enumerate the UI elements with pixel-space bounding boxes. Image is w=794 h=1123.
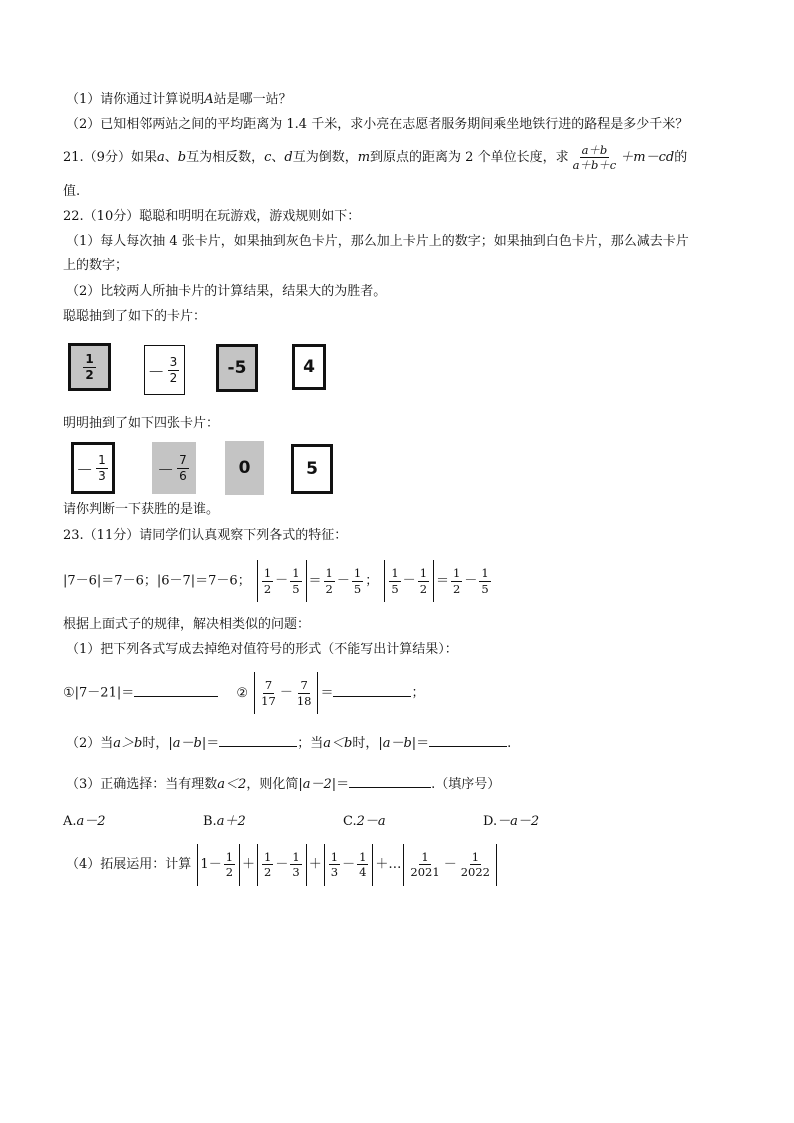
q23-abs-6: $\frac{1}{3}$ － $\frac{1}{4}$ <box>324 844 374 886</box>
q23-example-1: |7－6|＝7－6；|6－7|＝7－6； <box>63 573 251 589</box>
q23-p2-d: ；当 <box>297 736 324 751</box>
q23-p2-e: 时，| <box>352 736 383 751</box>
ming-card-4: 5 <box>291 444 333 494</box>
q21-line: 21.（9分）如果a、b互为相反数，c、d互为倒数，m到原点的距离为 2 个单位长度，求 $\frac{a+b}{a+b+c}$ ＋m－cd的 <box>63 142 688 172</box>
q23-option-c[interactable] <box>343 810 386 829</box>
q23-p2-b: 时，| <box>142 736 173 751</box>
q23-p2-a: （2）当 <box>66 736 114 751</box>
q23-rule-intro: 根据上面式子的规律，解决相类似的问题： <box>63 617 311 632</box>
q21-text-f: 到原点的距离为 2 个单位长度，求 <box>370 150 569 165</box>
ming-card-2 <box>152 442 196 494</box>
q23-p2-expr2: a－b <box>382 736 412 751</box>
q22-cong-intro: 聪聪抽到了如下的卡片： <box>63 309 207 324</box>
q23-option-b-expr: a＋2 <box>216 814 246 829</box>
cong-card-1-frac <box>83 353 95 381</box>
cong-card-1 <box>68 343 111 391</box>
cong-card-2-den: 2 <box>169 370 178 385</box>
q20-part1 <box>66 90 292 110</box>
q23-abs-7: $\frac{1}{2021}$ － $\frac{1}{2022}$ <box>403 844 497 886</box>
q23-option-b-label: B. <box>203 814 217 829</box>
q23-part1: （1）把下列各式写成去掉绝对值符号的形式（不能写出计算结果）： <box>66 642 458 657</box>
q23-p2-cond1: a＞b <box>113 736 143 751</box>
cong-card-1-num: 1 <box>85 351 94 366</box>
q21-expr-tail: ＋m－cd <box>620 150 675 165</box>
q23-option-d-expr: －a－2 <box>497 814 540 829</box>
ming-card-3: 0 <box>225 441 264 495</box>
q23-option-b[interactable] <box>203 810 246 829</box>
q21-text-d: 、 <box>271 150 285 165</box>
ming-card-1-frac <box>96 454 108 482</box>
cong-card-4: 4 <box>292 344 326 390</box>
q23-option-a-label: A. <box>63 814 77 829</box>
q23-blank-4[interactable] <box>429 746 507 747</box>
q23-p2-c: |＝ <box>201 736 220 751</box>
q21-text-e: 互为倒数， <box>292 150 358 165</box>
q23-p4-dots: ＋… <box>375 857 402 872</box>
q22-rule2: （2）比较两人所抽卡片的计算结果，结果大的为胜者。 <box>66 284 387 299</box>
q23-item1: ①|7－21|＝ <box>63 685 135 701</box>
q20-part2: （2）已知相邻两站之间的平均距离为 1.4 千米，求小亮在志愿者服务期间乘坐地铁行进的路程是多少千米？ <box>66 117 689 132</box>
q23-option-a-expr: a－2 <box>76 814 106 829</box>
q22-ming-intro: 明明抽到了如下四张卡片： <box>63 416 220 431</box>
cong-card-2 <box>144 345 185 395</box>
cong-card-2-sign: － <box>147 362 165 383</box>
q23-part1-items: ①|7－21|＝ ② $\frac{7}{17}$ － $\frac{7}{18}$ ＝ ； <box>63 672 425 714</box>
q21-frac-num: a＋b <box>581 142 608 157</box>
ming-card-1-num: 1 <box>98 452 106 467</box>
q23-abs-1: $\frac{1}{2}$ － $\frac{1}{5}$ <box>257 560 307 602</box>
q23-p3-cond: a＜2 <box>217 777 247 792</box>
q23-p3-a: （3）正确选择：当有理数 <box>66 777 218 792</box>
cong-card-2-frac <box>168 356 180 384</box>
q23-part4: （4）拓展运用：计算 1－ $\frac{1}{2}$ ＋ $\frac{1}{2}$ － $\frac{1}{3}$ ＋ $\frac{1}{3}$ － $\frac{1}{4}$ ＋… $\frac{1}{2021}$ － $\frac{1}{2022}$ <box>66 843 499 887</box>
q21-text-b: 、 <box>164 150 178 165</box>
q23-option-d-label: D. <box>483 814 498 829</box>
q23-p2-expr1: a－b <box>172 736 202 751</box>
q23-p3-d: .（填序号） <box>431 777 501 792</box>
q21-frac-den: a＋b＋c <box>572 158 617 172</box>
q20-var: A <box>204 92 214 107</box>
q23-p3-b: ，则化简| <box>246 777 303 792</box>
cong-card-3: -5 <box>216 344 258 392</box>
q23-p4-text: （4）拓展运用：计算 <box>66 857 192 872</box>
ming-card-2-num: 7 <box>179 452 187 467</box>
q23-p2-cond2: a＜b <box>323 736 353 751</box>
ming-card-2-den: 6 <box>179 468 187 483</box>
q23-p2-f: |＝ <box>411 736 430 751</box>
q23-p3-expr: a－2 <box>302 777 332 792</box>
q23-blank-3[interactable] <box>219 746 297 747</box>
cong-card-1-den: 2 <box>85 367 94 382</box>
q20-part1-end: 站是哪一站？ <box>213 92 292 107</box>
q22-rule1-cont: 上的数字； <box>63 258 129 273</box>
q22-heading: 22.（10分）聪聪和明明在玩游戏，游戏规则如下： <box>63 209 361 224</box>
q23-heading: 23.（11分）请同学们认真观察下列各式的特征： <box>63 528 348 543</box>
q23-part3 <box>66 775 500 795</box>
q21-text-g: 的 <box>674 150 688 165</box>
ming-card-2-frac <box>177 454 189 482</box>
cong-card-2-num: 3 <box>169 354 178 369</box>
q23-item2-mark: ② <box>236 685 249 701</box>
q23-abs-5: $\frac{1}{2}$ － $\frac{1}{3}$ <box>257 844 307 886</box>
q23-blank-1[interactable] <box>134 696 218 697</box>
q23-option-d[interactable] <box>483 810 539 829</box>
q23-abs-3: $\frac{7}{17}$ － $\frac{7}{18}$ <box>254 672 318 714</box>
ming-card-1-den: 3 <box>98 468 106 483</box>
q23-p3-c: |＝ <box>331 777 350 792</box>
ming-card-1 <box>71 442 115 494</box>
q23-option-c-expr: 2－a <box>356 814 386 829</box>
q21-tail: 值. <box>63 184 81 199</box>
q22-rule1: （1）每人每次抽 4 张卡片，如果抽到灰色卡片，那么加上卡片上的数字；如果抽到白色卡片，那么减去卡片 <box>66 234 689 249</box>
q23-part2: （2）当a＞b时，|a－b|＝ ；当a＜b时，|a－b|＝ . <box>66 736 512 751</box>
q21-fraction <box>571 144 619 171</box>
q21-text-c: 互为相反数， <box>186 150 265 165</box>
q23-blank-2[interactable] <box>333 696 411 697</box>
q23-blank-5[interactable] <box>349 787 431 788</box>
q20-part1-text: （1）请你通过计算说明 <box>66 92 205 107</box>
ming-card-1-sign: － <box>76 460 94 481</box>
q23-abs-4: 1－ $\frac{1}{2}$ <box>197 844 240 886</box>
q23-option-c-label: C. <box>343 814 357 829</box>
q22-question: 请你判断一下获胜的是谁。 <box>63 502 220 517</box>
q23-examples: |7－6|＝7－6；|6－7|＝7－6； $\frac{1}{2}$ － $\frac{1}{5}$ ＝ $\frac{1}{2}$ － $\frac{1}{5}$ ； $\frac{1}{5}$ － $\frac{1}{2}$ ＝ $\frac{1}{2}$ － $\frac{1}{5}$ <box>63 560 493 602</box>
q23-abs-2: $\frac{1}{5}$ － $\frac{1}{2}$ <box>384 560 434 602</box>
q23-option-a[interactable] <box>63 810 106 829</box>
ming-card-2-sign: － <box>157 460 175 481</box>
q21-text-a: 21.（9分）如果 <box>63 150 157 165</box>
